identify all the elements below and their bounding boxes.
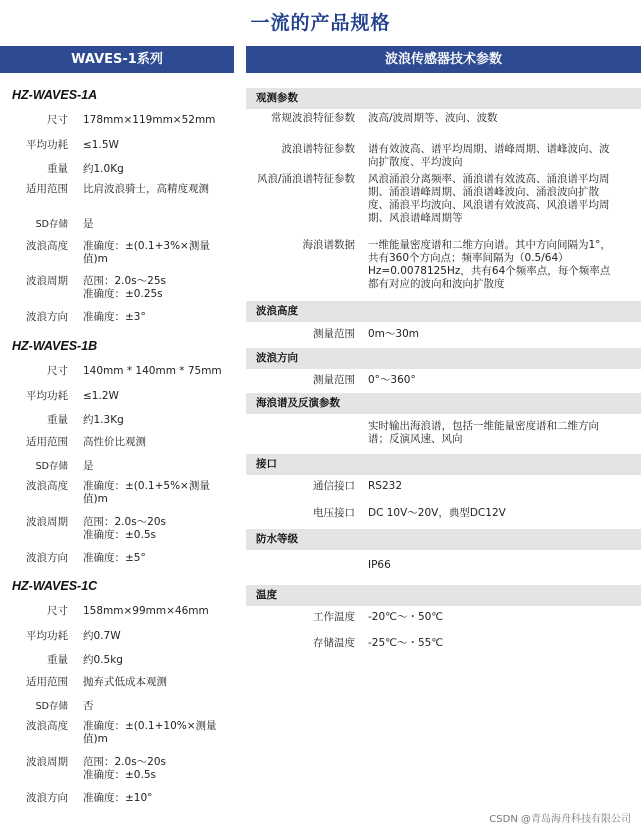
spec-value [83,139,234,152]
spec-value-line: 准确度：±(0.1+3%×测量值)m [83,240,210,265]
spec-value-line: 178mm×119mm×52mm [83,114,216,126]
spec-value-line: 准确度：±(0.1+10%×测量值)m [83,720,217,745]
spec-value-line: 158mm×99mm×46mm [83,605,209,617]
spec-value-line: 比肩波浪骑士，高精度观测 [83,183,209,195]
spec-row [0,275,234,301]
spec-value [83,516,234,542]
spec-row [0,552,234,565]
spec-label: 尺寸 [47,114,68,126]
param-value: 0°～360° [368,374,416,386]
param-label: 电压接口 [313,507,355,519]
spec-value-line: 准确度：±0.5s [83,529,156,541]
param-row [246,173,641,225]
spec-value [83,480,234,506]
spec-value [83,630,234,643]
spec-value-line: 抛弃式低成本观测 [83,676,167,688]
spec-value [83,365,234,378]
spec-label: 尺寸 [47,605,68,617]
spec-row [0,414,234,427]
param-label: 工作温度 [313,611,355,623]
param-row [246,112,641,125]
model-name: HZ-WAVES-1B [12,339,98,353]
spec-value-line: 范围：2.0s～20s [83,516,167,528]
watermark: CSDN @青岛海舟科技有限公司 [489,814,631,825]
spec-value [83,183,234,196]
spec-row [0,630,234,643]
spec-value [83,240,234,266]
spec-label: 尺寸 [47,365,68,377]
spec-label: 重量 [47,163,68,175]
section-header: 防水等级 [246,529,641,550]
param-value: IP66 [368,559,391,571]
spec-value [83,460,234,473]
spec-row [0,700,234,713]
spec-row [0,654,234,667]
spec-row [0,676,234,689]
spec-label: 平均功耗 [26,630,68,642]
spec-row [0,605,234,618]
spec-value-line: 是 [83,218,94,230]
spec-label: 平均功耗 [26,390,68,402]
param-row [246,239,641,291]
param-row [246,328,641,341]
param-label: 测量范围 [313,374,355,386]
spec-value [83,163,234,176]
spec-value-line: 准确度：±(0.1+5%×测量值)m [83,480,210,505]
param-label [246,559,368,572]
param-row [246,637,641,650]
spec-row [0,365,234,378]
spec-label: 平均功耗 [26,139,68,151]
spec-value-line: 准确度：±0.5s [83,769,156,781]
spec-row [0,756,234,782]
spec-row [0,480,234,506]
spec-label: 波浪高度 [26,240,68,252]
param-label: 风浪/涌浪谱特征参数 [256,173,355,185]
param-row [246,507,641,520]
spec-value [83,275,234,301]
section-header: 温度 [246,585,641,606]
param-value: 谱有效波高、谱平均周期、谱峰周期、谱峰波向、波向扩散度、平均波向 [368,143,610,168]
param-value: DC 10V～20V，典型DC12V [368,507,506,519]
param-label: 测量范围 [313,328,355,340]
spec-label: 波浪周期 [26,275,68,287]
spec-value-line: 140mm * 140mm * 75mm [83,365,222,377]
spec-row [0,218,234,231]
page-title: 一流的产品规格 [250,12,391,34]
spec-label: 适用范围 [26,436,68,448]
spec-label: 波浪方向 [26,792,68,804]
param-label: 常规波浪特征参数 [271,112,355,124]
spec-value-line: 范围：2.0s～20s [83,756,167,768]
spec-label: SD存储 [35,461,68,472]
spec-value-line: 约0.5kg [83,654,123,666]
param-row [246,559,641,572]
param-value: 一维能量密度谱和二维方向谱。其中方向间隔为1°，共有360个方向点；频率间隔为（0.5/64）Hz=0.0078125Hz，共有64个频率点，每个频率点都有对应的波向和波向扩散度 [368,239,611,290]
model-name: HZ-WAVES-1A [12,88,98,102]
param-row [246,143,641,169]
spec-value-line: ≤1.5W [83,139,119,151]
spec-row [0,311,234,324]
param-label: 波浪谱特征参数 [281,143,355,155]
param-value: 0m～30m [368,328,419,340]
param-value: 风浪涌浪分离频率、涌浪谱有效波高、涌浪谱平均周期、涌浪谱峰周期、涌浪谱峰波向、涌浪波向扩散度、涌浪平均波向、风浪谱有效波高、风浪谱平均周期、风浪谱峰周期等 [368,173,610,224]
spec-label: 重量 [47,414,68,426]
spec-label: 波浪方向 [26,552,68,564]
spec-value-line: 约1.3Kg [83,414,124,426]
param-label: 通信接口 [313,480,355,492]
spec-row [0,720,234,746]
spec-value [83,756,234,782]
spec-value [83,792,234,805]
param-value: 波高/波周期等、波向、波数 [368,112,498,124]
spec-row [0,183,234,196]
spec-row [0,114,234,127]
param-label: 存储温度 [313,637,355,649]
spec-value [83,311,234,324]
spec-value-line: 范围：2.0s～25s [83,275,167,287]
spec-row [0,240,234,266]
spec-value-line: 是 [83,460,94,472]
spec-value-line: ≤1.2W [83,390,119,402]
spec-label: 波浪周期 [26,516,68,528]
spec-value [83,676,234,689]
spec-value [83,605,234,618]
spec-value [83,218,234,231]
param-row [246,611,641,624]
spec-label: 适用范围 [26,183,68,195]
model-block [0,335,234,564]
param-row [246,374,641,387]
spec-value-line: 否 [83,700,94,712]
spec-label: 适用范围 [26,676,68,688]
model-block [0,84,234,323]
spec-label: 波浪高度 [26,720,68,732]
spec-value-line: 准确度：±5° [83,552,146,564]
spec-value-line: 高性价比观测 [83,436,146,448]
spec-row [0,436,234,449]
spec-value [83,414,234,427]
spec-value [83,114,234,127]
section-header: 波浪高度 [246,301,641,322]
param-label [246,420,368,446]
product-series-column [0,46,234,804]
spec-label: 波浪方向 [26,311,68,323]
spec-label: 重量 [47,654,68,666]
param-value: 实时输出海浪谱，包括一维能量密度谱和二维方向谱；反演风速、风向 [368,420,599,445]
param-label: 海浪谱数据 [302,239,355,251]
section-header: 观测参数 [246,88,641,109]
section-header: 波浪方向 [246,348,641,369]
spec-value-line: 准确度：±3° [83,311,146,323]
spec-row [0,139,234,152]
spec-value [83,390,234,403]
spec-row [0,460,234,473]
tech-params-header: 波浪传感器技术参数 [246,46,641,73]
section-header: 接口 [246,454,641,475]
spec-value-line: 约0.7W [83,630,121,642]
spec-value [83,720,234,746]
spec-label: SD存储 [35,701,68,712]
model-block [0,575,234,804]
spec-value [83,552,234,565]
model-name: HZ-WAVES-1C [12,579,98,593]
series-header: WAVES-1系列 [0,46,234,73]
spec-label: 波浪周期 [26,756,68,768]
spec-value [83,654,234,667]
param-row [246,420,641,446]
spec-row [0,516,234,542]
tech-params-column [246,46,641,649]
spec-value-line: 约1.0Kg [83,163,124,175]
param-row [246,480,641,493]
spec-value-line: 准确度：±0.25s [83,288,163,300]
spec-row [0,792,234,805]
param-value: -25℃～・55℃ [368,637,444,649]
spec-value [83,436,234,449]
spec-row [0,390,234,403]
spec-value-line: 准确度：±10° [83,792,153,804]
spec-row [0,163,234,176]
spec-label: 波浪高度 [26,480,68,492]
param-value: -20℃～・50℃ [368,611,444,623]
spec-value [83,700,234,713]
spec-label: SD存储 [35,219,68,230]
param-value: RS232 [368,480,403,492]
section-header: 海浪谱及反演参数 [246,393,641,414]
